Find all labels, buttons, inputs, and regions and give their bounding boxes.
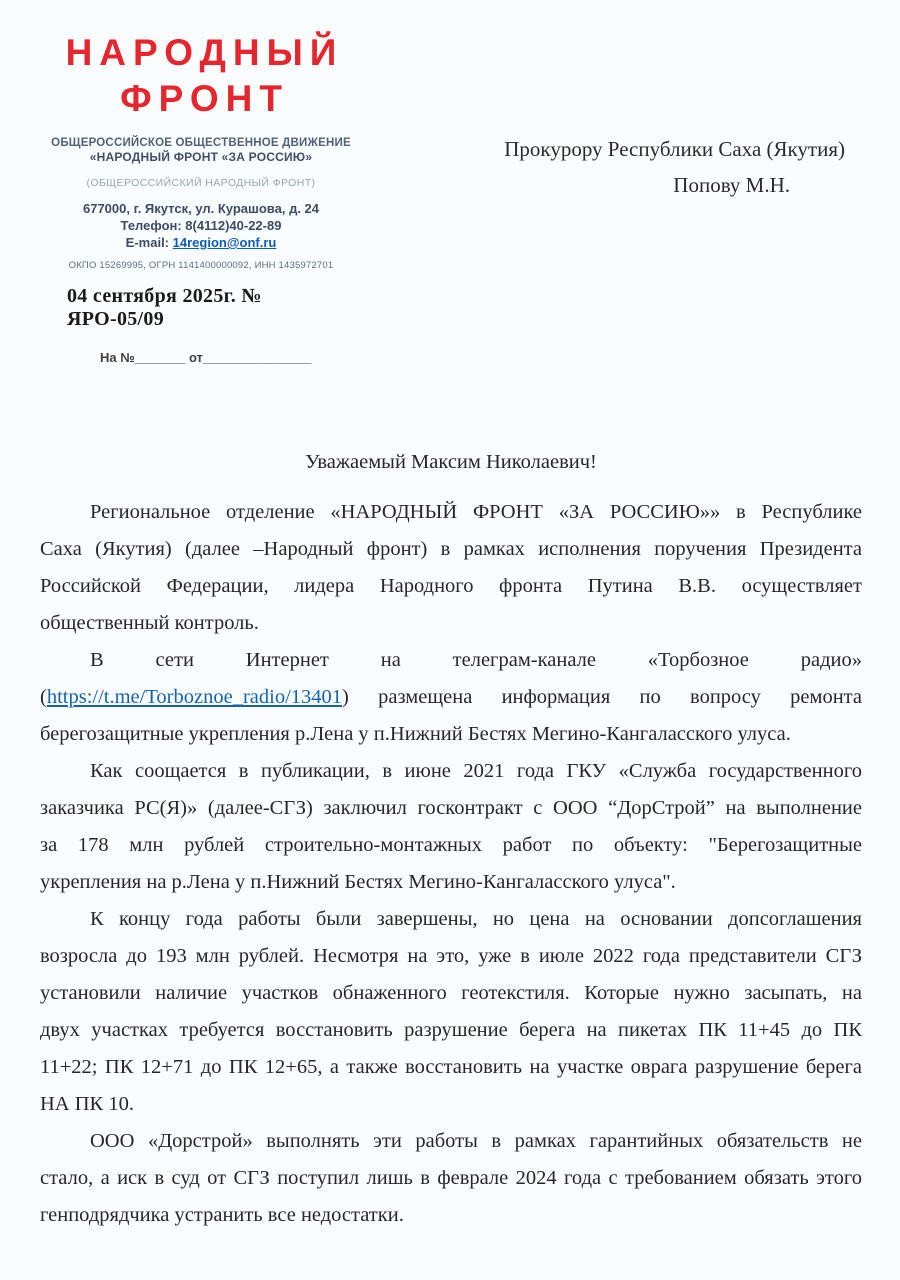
movement-name-line2: «НАРОДНЫЙ ФРОНТ «ЗА РОССИЮ» <box>89 150 313 164</box>
paragraph-3 <box>40 753 862 901</box>
body-text: ( <box>40 686 47 708</box>
org-address: 677000, г. Якутск, ул. Курашова, д. 24 <box>82 201 320 216</box>
reply-reference-line: На №_______ от_______________ <box>100 350 312 365</box>
paragraph-4 <box>40 901 862 1123</box>
recipient-title: Прокурору Республики Саха (Якутия) <box>504 137 845 161</box>
paragraph-5 <box>40 1123 862 1234</box>
body-line <box>40 679 862 716</box>
org-logo <box>40 30 362 122</box>
recipient-name: Попову М.Н. <box>673 173 790 197</box>
recipient-block <box>504 131 845 203</box>
org-registration-numbers: ОКПО 15269995, ОГРН 1141400000092, ИНН 1435972701 <box>68 260 334 271</box>
body-line: 11+22; ПК 12+71 до ПК 12+65, а также восстановить на участке оврага разрушение берега <box>40 1056 862 1078</box>
body-line: заказчика РС(Я)» (далее-СГЗ) заключил госконтракт с ООО “ДорСтрой” на выполнение <box>40 797 862 819</box>
telegram-post-link[interactable]: https://t.me/Torboznoe_radio/13401 <box>46 686 343 708</box>
body-line: Российской Федерации, лидера Народного фронта Путина В.В. осуществляет <box>40 575 862 597</box>
body-line: В сети Интернет на телеграм-канале «Торбозное радио» <box>90 649 862 671</box>
email-link[interactable]: 14region@onf.ru <box>172 235 277 250</box>
body-line: общественный контроль. <box>40 612 259 634</box>
body-line: установили наличие участков обнаженного геотекстиля. Которые нужно засыпать, на <box>40 982 862 1004</box>
movement-name-line1: ОБЩЕРОССИЙСКОЕ ОБЩЕСТВЕННОЕ ДВИЖЕНИЕ <box>51 137 351 149</box>
body-line: Саха (Якутия) (далее –Народный фронт) в рамках исполнения поручения Президента <box>40 538 862 560</box>
logo-line2: ФРОНТ <box>120 78 289 119</box>
letterhead <box>40 30 362 365</box>
letter-body <box>40 444 862 1234</box>
org-email-row <box>40 235 362 250</box>
paragraph-2 <box>40 642 862 753</box>
email-label: E-mail: <box>125 235 170 250</box>
paragraph-1 <box>40 494 862 642</box>
body-line: К концу года работы были завершены, но цена на основании допсоглашения <box>90 908 862 930</box>
body-line: за 178 млн рублей строительно-монтажных работ по объекту: "Берегозащитные <box>40 834 862 856</box>
body-line: стало, а иск в суд от СГЗ поступил лишь в феврале 2024 года с требованием обязать этого <box>40 1167 862 1189</box>
org-phone: Телефон: 8(4112)40-22-89 <box>120 218 282 233</box>
outgoing-date-reference: 04 сентября 2025г. № ЯРО-05/09 <box>67 285 262 330</box>
body-line: возросла до 193 млн рублей. Несмотря на это, уже в июле 2022 года представители СГЗ <box>40 945 862 967</box>
logo-line1: НАРОДНЫЙ <box>65 32 344 73</box>
body-line: генподрядчика устранить все недостатки. <box>40 1204 404 1226</box>
movement-subtitle: (ОБЩЕРОССИЙСКИЙ НАРОДНЫЙ ФРОНТ) <box>86 177 316 189</box>
body-line: укрепления на р.Лена у п.Нижний Бестях Мегино-Кангаласского улуса". <box>40 871 676 893</box>
body-line: берегозащитные укрепления р.Лена у п.Нижний Бестях Мегино-Кангаласского улуса. <box>40 723 791 745</box>
body-text: ) размещена информация по вопросу ремонта <box>342 686 862 708</box>
body-line: Региональное отделение «НАРОДНЫЙ ФРОНТ «ЗА РОССИЮ»» в Республике <box>90 501 862 523</box>
body-line: Как соощается в публикации, в июне 2021 года ГКУ «Служба государственного <box>90 760 862 782</box>
body-line: НА ПК 10. <box>40 1093 134 1115</box>
salutation: Уважаемый Максим Николаевич! <box>305 451 597 473</box>
body-line: двух участках требуется восстановить разрушение берега на пикетах ПК 11+45 до ПК <box>40 1019 862 1041</box>
body-line: ООО «Дорстрой» выполнять эти работы в рамках гарантийных обязательств не <box>90 1130 862 1152</box>
